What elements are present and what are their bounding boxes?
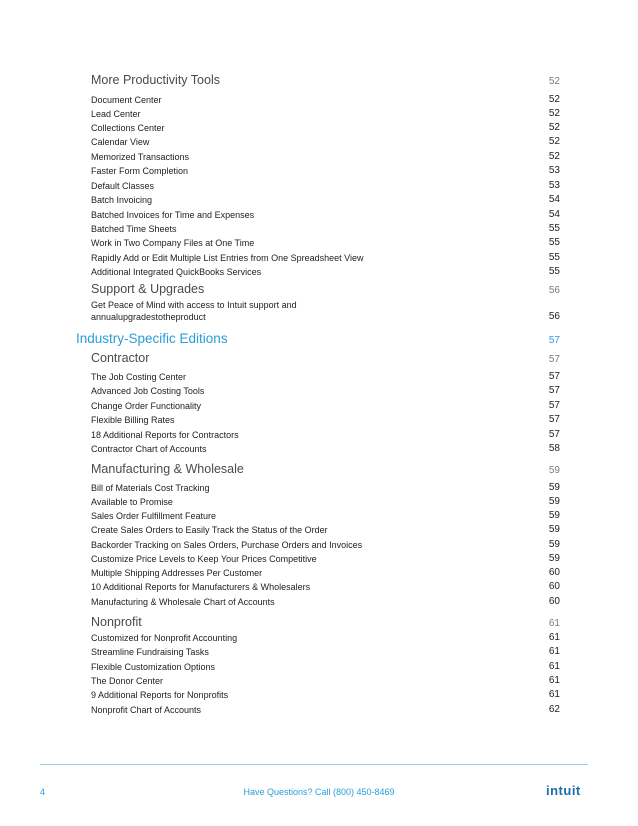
toc-entry-page: 61 — [548, 618, 560, 629]
toc-entry-page: 59 — [548, 496, 560, 507]
toc-entry-label: Collections Center — [91, 123, 165, 133]
toc-entry[interactable] — [0, 566, 638, 580]
toc-entry-label: Manufacturing & Wholesale Chart of Accounts — [91, 597, 275, 607]
toc-entry-page: 52 — [548, 94, 560, 105]
toc-entry-page: 61 — [548, 632, 560, 643]
toc-entry[interactable] — [0, 495, 638, 509]
toc-subsection[interactable] — [0, 353, 638, 367]
toc-entry-page: 54 — [548, 209, 560, 220]
toc-entry-page: 57 — [548, 385, 560, 396]
toc-entry-page: 59 — [548, 553, 560, 564]
toc-entry-page: 57 — [548, 354, 560, 365]
toc-entry[interactable] — [0, 552, 638, 566]
toc-entry-page: 60 — [548, 567, 560, 578]
toc-entry-page: 56 — [548, 311, 560, 322]
toc-entry-page: 61 — [548, 675, 560, 686]
toc-entry-page: 59 — [548, 465, 560, 476]
toc-entry-label: Additional Integrated QuickBooks Services — [91, 267, 262, 277]
toc-entry[interactable] — [0, 509, 638, 523]
toc-entry-label: Multiple Shipping Addresses Per Customer — [91, 568, 263, 578]
toc-subsection[interactable] — [0, 75, 638, 89]
toc-entry[interactable] — [0, 631, 638, 645]
toc-entry-page: 61 — [548, 689, 560, 700]
toc-entry-page: 56 — [548, 285, 560, 296]
toc-entry-label: Create Sales Orders to Easily Track the Status of the Order — [91, 525, 328, 535]
footer-page-number: 4 — [40, 787, 46, 797]
toc-subsection[interactable] — [0, 284, 638, 298]
toc-entry[interactable] — [0, 384, 638, 398]
toc-entry-label: Customize Price Levels to Keep Your Prices Competitive — [91, 554, 317, 564]
toc-entry-label: Default Classes — [91, 181, 155, 191]
toc-entry-label: Batched Invoices for Time and Expenses — [91, 210, 255, 220]
toc-entry[interactable] — [0, 370, 638, 384]
toc-entry-label: Contractor Chart of Accounts — [91, 444, 207, 454]
toc-entry-page: 53 — [548, 165, 560, 176]
toc-entry[interactable] — [0, 310, 638, 324]
footer-divider — [40, 764, 588, 765]
toc-entry[interactable] — [0, 265, 638, 279]
toc-entry[interactable] — [0, 674, 638, 688]
toc-entry-label: Rapidly Add or Edit Multiple List Entries from One Spreadsheet View — [91, 253, 364, 263]
toc-entry-label: Flexible Billing Rates — [91, 415, 175, 425]
toc-entry-page: 59 — [548, 539, 560, 550]
toc-entry-page: 60 — [548, 581, 560, 592]
toc-entry-label: Get Peace of Mind with access to Intuit support and — [91, 300, 297, 310]
toc-entry-page: 52 — [548, 122, 560, 133]
toc-entry-page: 55 — [548, 223, 560, 234]
toc-entry-label: Lead Center — [91, 109, 141, 119]
toc-entry-label: Nonprofit — [91, 615, 142, 629]
toc-entry-label: The Job Costing Center — [91, 372, 187, 382]
toc-entry[interactable] — [0, 135, 638, 149]
toc-entry-label: Work in Two Company Files at One Time — [91, 238, 255, 248]
toc-entry[interactable] — [0, 442, 638, 456]
toc-subsection[interactable] — [0, 617, 638, 631]
toc-entry-page: 62 — [548, 704, 560, 715]
toc-entry-page: 59 — [548, 510, 560, 521]
toc-entry-label: Industry-Specific Editions — [76, 331, 228, 346]
toc-entry[interactable] — [0, 595, 638, 609]
toc-entry[interactable] — [0, 413, 638, 427]
toc-entry-page: 55 — [548, 266, 560, 277]
toc-entry[interactable] — [0, 121, 638, 135]
toc-entry[interactable] — [0, 193, 638, 207]
toc-entry[interactable] — [0, 236, 638, 250]
toc-entry[interactable] — [0, 93, 638, 107]
toc-entry[interactable] — [0, 428, 638, 442]
toc-entry-page: 52 — [548, 151, 560, 162]
toc-entry-label: Batch Invoicing — [91, 195, 153, 205]
toc-entry[interactable] — [0, 107, 638, 121]
toc-entry-page: 61 — [548, 646, 560, 657]
toc-entry-label: Flexible Customization Options — [91, 662, 216, 672]
toc-entry-label: annualupgradestotheproduct — [91, 312, 206, 322]
toc-entry[interactable] — [0, 179, 638, 193]
toc-entry-page: 57 — [548, 335, 560, 346]
toc-entry-page: 57 — [548, 400, 560, 411]
toc-entry[interactable] — [0, 164, 638, 178]
toc-entry-label: Change Order Functionality — [91, 401, 202, 411]
toc-entry-label: Bill of Materials Cost Tracking — [91, 483, 210, 493]
toc-entry[interactable] — [0, 222, 638, 236]
toc-entry-label: 9 Additional Reports for Nonprofits — [91, 690, 229, 700]
toc-entry-label: Backorder Tracking on Sales Orders, Purchase Orders and Invoices — [91, 540, 363, 550]
toc-entry-page: 52 — [548, 76, 560, 87]
toc-entry-label: Available to Promise — [91, 497, 173, 507]
toc-entry-page: 55 — [548, 237, 560, 248]
toc-subsection[interactable] — [0, 464, 638, 478]
toc-entry-label: Nonprofit Chart of Accounts — [91, 705, 202, 715]
toc-entry[interactable] — [0, 580, 638, 594]
toc-entry-label: Customized for Nonprofit Accounting — [91, 633, 238, 643]
toc-entry-label: 10 Additional Reports for Manufacturers & Wholesalers — [91, 582, 311, 592]
toc-entry-page: 55 — [548, 252, 560, 263]
toc-entry[interactable] — [0, 399, 638, 413]
toc-entry-label: Contractor — [91, 351, 150, 365]
toc-entry-label: Sales Order Fulfillment Feature — [91, 511, 217, 521]
toc-entry-page: 57 — [548, 429, 560, 440]
toc-entry-label: Memorized Transactions — [91, 152, 190, 162]
footer-questions: Have Questions? Call (800) 450-8469 — [243, 787, 395, 797]
toc-entry-page: 61 — [548, 661, 560, 672]
toc-entry-label: Batched Time Sheets — [91, 224, 177, 234]
toc-entry-label: Advanced Job Costing Tools — [91, 386, 205, 396]
toc-entry-label: More Productivity Tools — [91, 73, 220, 87]
toc-section[interactable] — [0, 331, 638, 348]
toc-entry-label: Document Center — [91, 95, 162, 105]
toc-entry-label: Manufacturing & Wholesale — [91, 462, 244, 476]
toc-entry-page: 53 — [548, 180, 560, 191]
toc-entry-page: 59 — [548, 524, 560, 535]
toc-entry[interactable] — [0, 150, 638, 164]
toc-entry-label: Streamline Fundraising Tasks — [91, 647, 209, 657]
toc-entry-page: 54 — [548, 194, 560, 205]
toc-entry[interactable] — [0, 538, 638, 552]
toc-entry[interactable] — [0, 660, 638, 674]
toc-entry-label: Calendar View — [91, 137, 150, 147]
intuit-logo: intuit — [546, 783, 581, 798]
toc-entry[interactable] — [0, 208, 638, 222]
toc-entry-label: 18 Additional Reports for Contractors — [91, 430, 239, 440]
toc-entry-page: 60 — [548, 596, 560, 607]
toc-entry[interactable] — [0, 481, 638, 495]
toc-entry-page: 57 — [548, 414, 560, 425]
toc-entry[interactable] — [0, 523, 638, 537]
toc-entry[interactable] — [0, 703, 638, 717]
toc-entry-page: 57 — [548, 371, 560, 382]
toc-entry[interactable] — [0, 645, 638, 659]
toc-entry-label: Faster Form Completion — [91, 166, 189, 176]
toc-entry-page: 52 — [548, 136, 560, 147]
toc-entry-page: 52 — [548, 108, 560, 119]
toc-entry[interactable] — [0, 251, 638, 265]
toc-entry-label: The Donor Center — [91, 676, 164, 686]
toc-entry-label: Support & Upgrades — [91, 282, 205, 296]
toc-entry-page: 58 — [548, 443, 560, 454]
toc-entry-page: 59 — [548, 482, 560, 493]
toc-entry[interactable] — [0, 688, 638, 702]
